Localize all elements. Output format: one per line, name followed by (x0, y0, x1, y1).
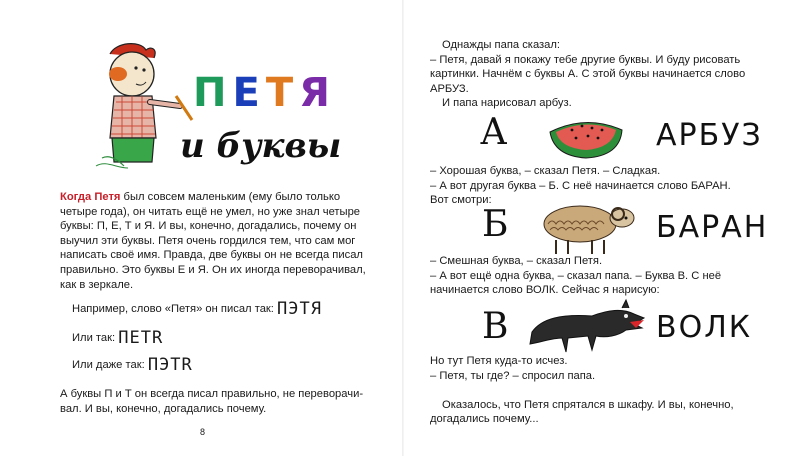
example-text: Или так: (72, 332, 116, 344)
paragraph-last (60, 387, 390, 416)
title-top (193, 70, 336, 116)
word-arbuz: АРБУЗ (656, 118, 763, 153)
paragraph-end (430, 354, 780, 427)
text-line: как в зеркале. (60, 278, 134, 291)
text-line: – Петя, ты где? – спросил папа. (430, 369, 596, 382)
left-page (0, 0, 403, 456)
letter-v: В (482, 306, 509, 347)
text-line: Но тут Петя куда-то исчез. (430, 355, 568, 367)
text-line: был совсем маленьким (ему было только (120, 191, 341, 203)
example-2 (72, 328, 164, 348)
text-line: АРБУЗ. (430, 82, 469, 95)
title-letter: Я (299, 70, 336, 116)
title-letter: Т (265, 70, 300, 116)
handwritten-word: ПЭТЯ (277, 299, 322, 319)
watermelon-illustration (546, 112, 626, 162)
handwritten-word: ПETR (118, 328, 164, 348)
letter-a: А (480, 112, 508, 153)
text-line: И папа нарисовал арбуз. (442, 97, 572, 110)
text-line: – Хорошая буква, – сказал Петя. – Сладкая. (430, 165, 661, 177)
text-line: выучил эти буквы. Петя очень гордился тем, что сам мог (60, 234, 356, 247)
text-line: начинается слово ВОЛК. Сейчас я нарисую: (430, 284, 660, 297)
highlight-name: Когда Петя (60, 191, 121, 203)
word-baran: БАРАН (656, 210, 769, 245)
wolf-illustration (522, 292, 662, 358)
word-volk: ВОЛК (656, 310, 753, 345)
text-line: вал. И вы, конечно, догадались почему. (60, 402, 267, 415)
text-line: Однажды папа сказал: (442, 39, 561, 51)
example-text: Или даже так: (72, 359, 145, 371)
example-1 (72, 299, 322, 319)
handwritten-word: ПЭTR (147, 355, 193, 375)
example-3 (72, 355, 193, 375)
text-line: – А вот другая буква – Б. С неё начинается слово БАРАН. (430, 179, 731, 192)
text-line: догадались почему... (430, 413, 539, 426)
example-text: Например, слово «Петя» он писал так: (72, 303, 274, 315)
text-line: Вот смотри: (430, 194, 492, 207)
text-line: написать своё имя. Правда, две буквы он не всегда писал (60, 249, 363, 262)
text-line: – Петя, давай я покажу тебе другие буквы. И буду рисовать (430, 53, 741, 66)
text-line: четыре года), он читать ещё не умел, но уже знал четыре (60, 205, 361, 218)
text-line: Оказалось, что Петя спрятался в шкафу. И вы, конечно, (442, 398, 734, 411)
text-line: правильно. Это буквы Е и Я. Он их иногда переворачивал, (60, 263, 366, 276)
text-line: А буквы П и Т он всегда писал правильно, не переворачи- (60, 388, 364, 400)
text-line: буквы: П, Е, Т и Я. И вы, конечно, догадались, почему он (60, 220, 357, 233)
paragraph-intro (430, 38, 780, 111)
title-bottom: и буквы (180, 126, 342, 166)
ram-illustration (534, 196, 644, 258)
title-letter: П (193, 70, 233, 116)
text-line: – Смешная буква, – сказал Петя. (430, 255, 603, 267)
letter-b: Б (482, 204, 509, 245)
title-letter: Е (232, 70, 266, 116)
page-number: 8 (200, 427, 206, 437)
text-line: картинки. Начнём с буквы А. С этой буквы начинается слово (430, 68, 746, 81)
right-page (404, 0, 807, 456)
paragraph-intro (60, 190, 390, 292)
text-line: – А вот ещё одна буква, – сказал папа. – Буква В. С неё (430, 269, 722, 282)
